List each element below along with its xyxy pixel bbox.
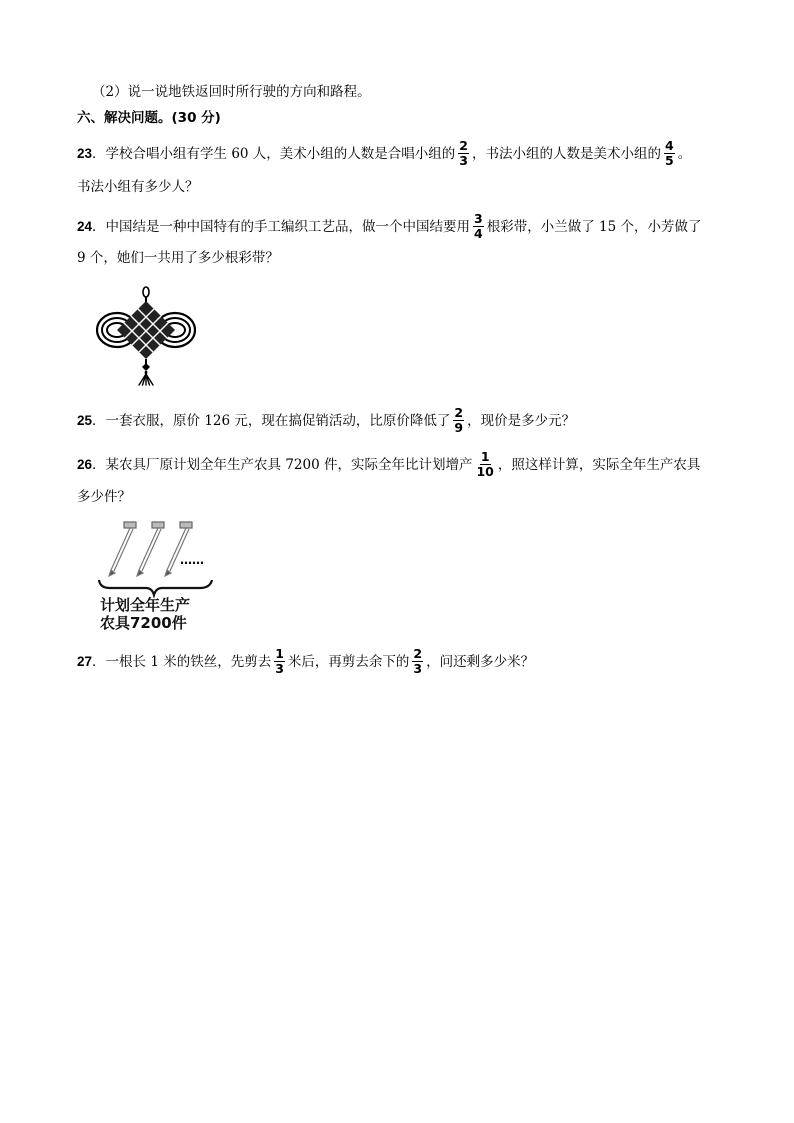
fraction bbox=[664, 139, 675, 168]
fraction bbox=[475, 450, 494, 479]
question-text: ．学校合唱小组有学生 60 人，美术小组的人数是合唱小组的 bbox=[92, 146, 456, 162]
farm-tools-figure bbox=[96, 518, 226, 598]
fraction-numerator: 3 bbox=[474, 211, 483, 226]
question-text: ．中国结是一种中国特有的手工编织工艺品，做一个中国结要用 bbox=[92, 219, 471, 235]
question-24 bbox=[77, 213, 702, 242]
question-text: 根彩带，小兰做了 15 个，小芳做了 bbox=[486, 219, 702, 235]
fraction bbox=[453, 406, 464, 435]
question-23-line2: 书法小组有多少人？ bbox=[77, 179, 199, 195]
farm-tool-icon bbox=[137, 522, 164, 576]
question-text: 米后，再剪去余下的 bbox=[287, 654, 410, 670]
chinese-knot-icon bbox=[96, 286, 196, 386]
fraction-denominator: 3 bbox=[459, 153, 468, 168]
fraction-denominator: 10 bbox=[476, 464, 494, 479]
fraction bbox=[473, 212, 484, 241]
figure-caption-line2: 农具7200件 bbox=[100, 614, 187, 632]
question-text: 。 bbox=[677, 146, 692, 162]
question-26-line2: 多少件？ bbox=[77, 489, 131, 505]
fraction bbox=[274, 647, 285, 676]
fraction-numerator: 1 bbox=[275, 646, 284, 661]
fraction-numerator: 2 bbox=[459, 138, 468, 153]
question-text: ，现价是多少元？ bbox=[467, 413, 576, 429]
ellipsis-dots: …… bbox=[180, 553, 204, 567]
fraction-denominator: 4 bbox=[474, 226, 483, 241]
question-number: 26 bbox=[77, 457, 93, 472]
question-text: ．一套衣服，原价 126 元，现在搞促销活动，比原价降低了 bbox=[92, 413, 451, 429]
question-text: ．一根长 1 米的铁丝，先剪去 bbox=[92, 654, 272, 670]
question-25 bbox=[77, 407, 575, 436]
question-text: ，照这样计算，实际全年生产农具 bbox=[497, 457, 701, 473]
fraction-denominator: 3 bbox=[275, 661, 284, 676]
figure-caption-line1: 计划全年生产 bbox=[100, 596, 191, 614]
question-26 bbox=[77, 451, 700, 480]
section-title: 六、解决问题。(30 分) bbox=[77, 110, 221, 126]
question-24-line2: 9 个，她们一共用了多少根彩带？ bbox=[77, 250, 279, 266]
fraction bbox=[412, 647, 423, 676]
fraction-numerator: 2 bbox=[413, 646, 423, 661]
fraction-numerator: 2 bbox=[454, 405, 464, 420]
fraction-denominator: 3 bbox=[413, 661, 423, 676]
question-23 bbox=[77, 140, 691, 169]
question-number: 24 bbox=[77, 219, 93, 234]
subquestion-text: （2）说一说地铁返回时所行驶的方向和路程。 bbox=[92, 84, 371, 100]
fraction-numerator: 4 bbox=[665, 138, 674, 153]
fraction bbox=[458, 139, 469, 168]
question-number: 27 bbox=[77, 654, 93, 669]
question-27 bbox=[77, 648, 534, 677]
farm-tool-icon bbox=[165, 522, 192, 576]
question-text: ．某农具厂原计划全年生产农具 7200 件，实际全年比计划增产 bbox=[92, 457, 473, 473]
question-text: ，问还剩多少米？ bbox=[426, 654, 535, 670]
question-text: ，书法小组的人数是美术小组的 bbox=[472, 146, 661, 162]
fraction-numerator: 1 bbox=[480, 449, 490, 464]
farm-tool-icon bbox=[109, 522, 136, 576]
question-number: 23 bbox=[77, 146, 93, 161]
question-number: 25 bbox=[77, 413, 93, 428]
fraction-denominator: 9 bbox=[454, 420, 464, 435]
fraction-denominator: 5 bbox=[665, 153, 674, 168]
